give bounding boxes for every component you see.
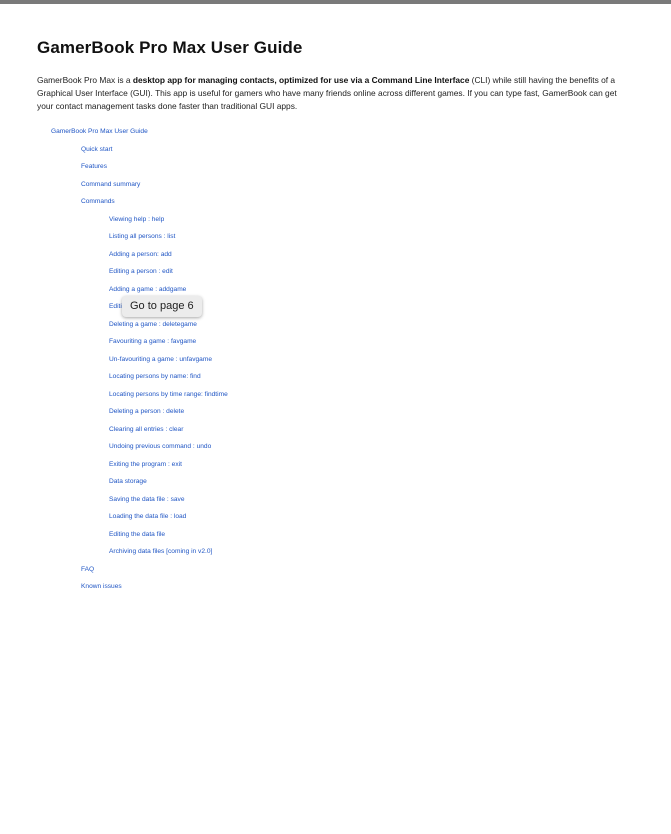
toc-link[interactable]: Known issues [81,583,122,590]
toc-link[interactable]: Quick start [81,145,113,153]
intro-text-2: (CLI) while still having the benefits of a Graphical User Interface (GUI). This app is useful for gamers who have many friends online across different games. If you can type fast, GamerBook can get your contact management tasks done faster than traditional GUI apps. [37,75,617,111]
toc-link[interactable]: Exiting the program : exit [109,460,182,468]
toc-link[interactable]: Adding a person: add [109,250,172,258]
toc-link[interactable]: Deleting a person : delete [109,408,185,415]
toc-link[interactable]: Editi [109,303,122,310]
toc-link[interactable]: Loading the data file : load [109,513,187,520]
intro-bold-text: desktop app for managing contacts, optimized for use via a Command Line Interface [132,75,470,85]
page-title: GamerBook Pro Max User Guide [37,38,303,57]
toc-link[interactable]: Commands [81,198,115,205]
intro-paragraph [37,74,633,113]
toc-link[interactable]: Command summary [81,180,141,188]
toc-link[interactable]: Viewing help : help [109,215,165,223]
toc-link[interactable]: Clearing all entries : clear [109,425,184,433]
intro-text-1: GamerBook Pro Max is a [37,75,133,85]
toc-link[interactable]: Editing a person : edit [109,268,173,275]
toc-link[interactable]: Undoing previous command : undo [109,443,212,450]
toc-link[interactable]: Listing all persons : list [109,233,176,240]
toc-link[interactable]: Favouriting a game : favgame [109,338,197,345]
toc-link[interactable]: Locating persons by name: find [109,373,201,380]
toc-link[interactable]: Editing the data file [109,530,166,538]
toc-link[interactable]: GamerBook Pro Max User Guide [51,128,148,135]
toc-link[interactable]: FAQ [81,565,95,573]
toc-link[interactable]: Un-favouriting a game : unfavgame [109,355,212,363]
document-page [37,38,637,121]
toc-link[interactable]: Saving the data file : save [109,495,185,503]
toc-link[interactable]: Data storage [109,478,147,485]
toc-link[interactable]: Archiving data files [coming in v2.0] [109,548,213,555]
toc-link[interactable]: Deleting a game : deletegame [109,320,197,328]
top-bar [0,0,671,4]
toc-link[interactable]: Adding a game : addgame [109,285,187,293]
toc-link[interactable]: Locating persons by time range: findtime [109,390,228,398]
go-to-page-tooltip: Go to page 6 [122,296,202,317]
toc-link[interactable]: Features [81,163,108,170]
